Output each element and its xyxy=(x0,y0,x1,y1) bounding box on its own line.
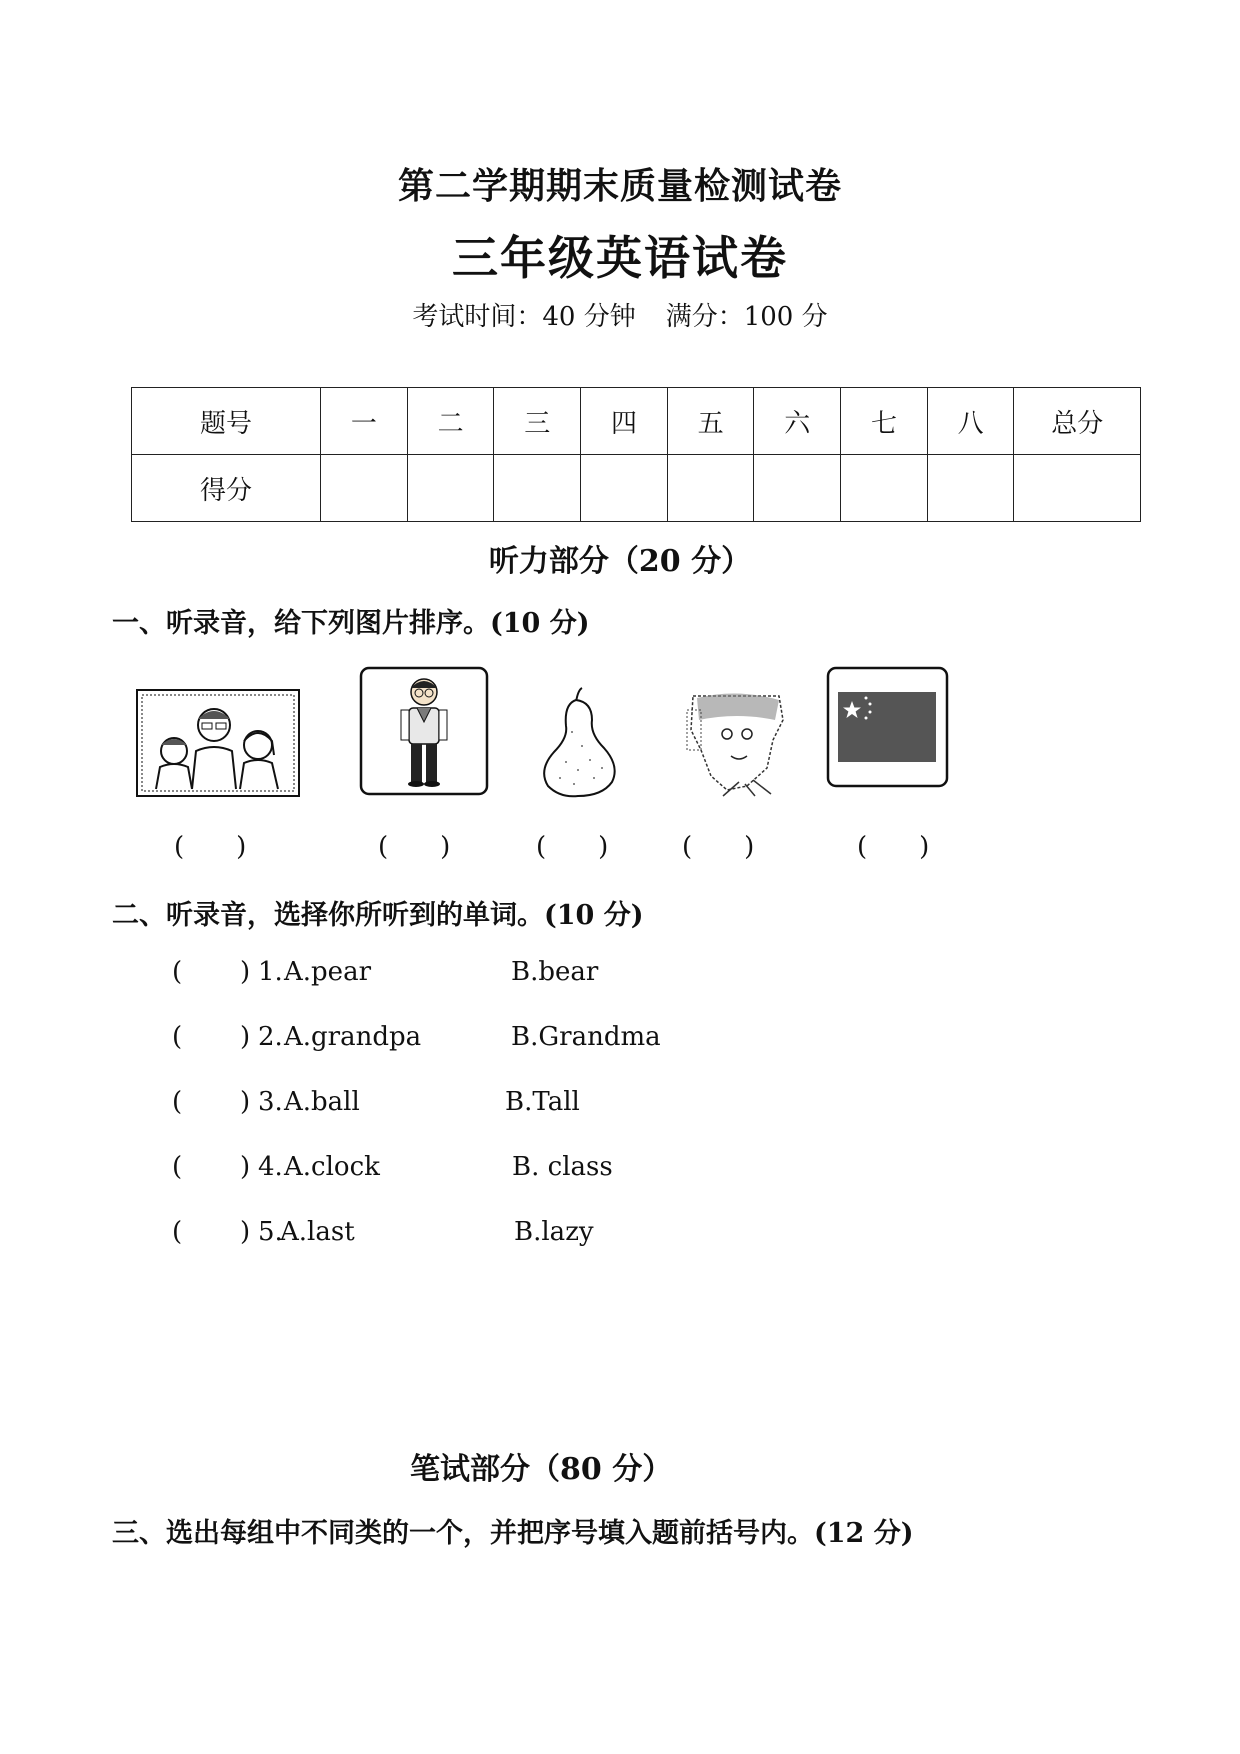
answer-paren-open[interactable]: ( xyxy=(172,1152,183,1182)
score-table-cell: 四 xyxy=(581,388,668,455)
written-section-title: 笔试部分（80 分） xyxy=(410,1452,673,1487)
old-woman-image xyxy=(683,690,789,798)
score-input-cell[interactable] xyxy=(754,455,841,522)
pear-image xyxy=(536,686,620,798)
question-1-heading: 一、听录音，给下列图片排序。(10 分) xyxy=(112,608,590,639)
option-b: B.Grandma xyxy=(511,1022,661,1052)
score-input-cell[interactable] xyxy=(407,455,494,522)
score-table xyxy=(131,387,1141,522)
score-table-cell: 三 xyxy=(494,388,581,455)
teacher-man-image xyxy=(359,666,489,796)
item-number: 2. xyxy=(258,1022,283,1052)
answer-paren[interactable]: ( ) xyxy=(857,832,930,862)
item-number-paren: ) xyxy=(240,1217,251,1247)
option-a: A.ball xyxy=(284,1087,360,1117)
answer-paren[interactable]: ( ) xyxy=(174,832,247,862)
item-number: 4. xyxy=(258,1152,283,1182)
score-table-score-row xyxy=(132,455,1141,522)
option-b: B. class xyxy=(512,1152,613,1182)
score-table-cell: 六 xyxy=(754,388,841,455)
answer-paren[interactable]: ( ) xyxy=(682,832,755,862)
score-table-cell: 五 xyxy=(667,388,754,455)
family-photo-image xyxy=(136,689,300,797)
question-2-heading: 二、听录音，选择你所听到的单词。(10 分) xyxy=(112,900,644,931)
answer-paren[interactable]: ( ) xyxy=(536,832,609,862)
exam-meta xyxy=(0,296,1240,333)
option-a: A.last xyxy=(280,1217,355,1247)
item-number-paren: ) xyxy=(240,1152,251,1182)
answer-paren-open[interactable]: ( xyxy=(172,1217,183,1247)
score-table-cell: 八 xyxy=(927,388,1014,455)
score-input-cell[interactable] xyxy=(1014,455,1141,522)
score-table-cell: 总分 xyxy=(1014,388,1141,455)
option-b: B.bear xyxy=(511,957,599,987)
list-item xyxy=(172,1217,872,1253)
item-number-paren: ) xyxy=(240,957,251,987)
score-input-cell[interactable] xyxy=(841,455,928,522)
item-number: 3. xyxy=(258,1087,283,1117)
option-a: A.clock xyxy=(284,1152,380,1182)
score-table-cell: 七 xyxy=(841,388,928,455)
answer-paren-open[interactable]: ( xyxy=(172,957,183,987)
score-input-cell[interactable] xyxy=(667,455,754,522)
option-a: A.grandpa xyxy=(284,1022,422,1052)
answer-paren[interactable]: ( ) xyxy=(378,832,451,862)
listening-section-title: 听力部分（20 分） xyxy=(488,544,752,579)
score-input-cell[interactable] xyxy=(494,455,581,522)
option-a: A.pear xyxy=(284,957,372,987)
list-item xyxy=(172,1022,872,1058)
exam-subtitle: 三年级英语试卷 xyxy=(452,231,788,285)
exam-title: 第二学期期末质量检测试卷 xyxy=(397,165,842,207)
list-item xyxy=(172,1152,872,1188)
chinese-flag-image xyxy=(826,666,949,788)
score-table-cell: 一 xyxy=(321,388,408,455)
option-b: B.lazy xyxy=(514,1217,594,1247)
list-item xyxy=(172,1087,872,1123)
score-input-cell[interactable] xyxy=(581,455,668,522)
score-input-cell[interactable] xyxy=(927,455,1014,522)
exam-full-score: 满分：100 分 xyxy=(665,302,828,332)
question-3-heading: 三、选出每组中不同类的一个，并把序号填入题前括号内。(12 分) xyxy=(112,1518,914,1549)
score-table-header-row xyxy=(132,388,1141,455)
item-number: 1. xyxy=(258,957,283,987)
answer-paren-open[interactable]: ( xyxy=(172,1087,183,1117)
option-b: B.Tall xyxy=(505,1087,580,1117)
score-input-cell[interactable] xyxy=(321,455,408,522)
item-number-paren: ) xyxy=(240,1087,251,1117)
item-number: 5. xyxy=(258,1217,283,1247)
list-item xyxy=(172,957,872,993)
exam-time: 考试时间：40 分钟 xyxy=(412,302,636,332)
item-number-paren: ) xyxy=(240,1022,251,1052)
score-table-cell: 题号 xyxy=(132,388,321,455)
score-table-cell: 得分 xyxy=(132,455,321,522)
score-table-cell: 二 xyxy=(407,388,494,455)
answer-paren-open[interactable]: ( xyxy=(172,1022,183,1052)
